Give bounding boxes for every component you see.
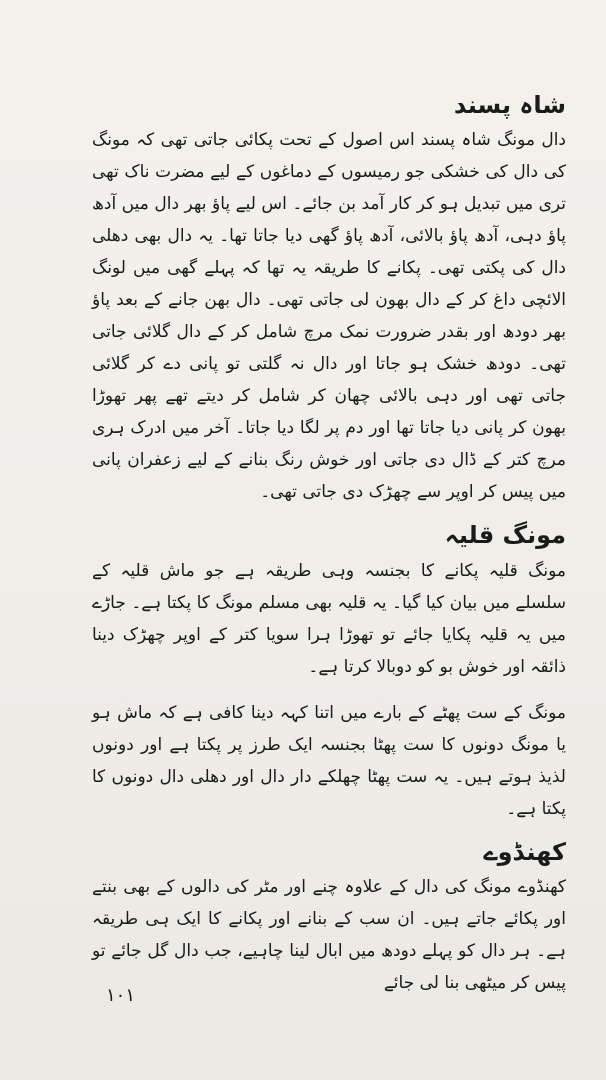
section-paragraph: دال مونگ شاہ پسند اس اصول کے تحت پکائی جاتی تھی کہ مونگ کی دال کی خشکی جو رمیسوں کے دماغوں کے لیے مضرت ناک تھی تری میں تبدیل ہو کر کار آمد بن جائے۔ اس لیے پاؤ بھر دال میں آدھ پاؤ دہی، آدھ پاؤ بالائی، آدھ پاؤ گھی دیا جاتا تھا۔ یہ دال بھی دھلی دال کی پکتی تھی۔ پکانے کا طریقہ یہ تھا کہ پہلے گھی میں لونگ الائچی داغ کر کے دال بھون لی جاتی تھی۔ دال بھن جانے کے بعد پاؤ بھر دودھ اور بقدر ضرورت نمک مرچ شامل کر کے دال گلائی جاتی تھی۔ دودھ خشک ہو جاتا اور دال نہ گلتی تو پانی دے کر گلائی جاتی تھی اور دہی بالائی چھان کر شامل کر دیتے تھے پھر تھوڑا بھون کر پانی دیا جاتا تھا اور دم پر لگا دیا جاتا۔ آخر میں ادرک ہری مرچ کتر کے ڈال دی جاتی اور خوش رنگ بنانے کے لیے زعفران پانی میں پیس کر اوپر سے چھڑک دی جاتی تھی۔ (92, 130, 566, 503)
section-khandve (92, 839, 566, 999)
page-content (92, 92, 566, 1020)
section-heading: شاہ پسند (453, 91, 566, 119)
section-moong-qaliya (92, 522, 566, 824)
section-shah-pasand (92, 92, 566, 508)
section-heading: کھنڈوے (483, 837, 566, 866)
section-paragraph: کھنڈوے مونگ کی دال کے علاوہ چنے اور مٹر کی دالوں کے بھی بنتے اور پکائے جاتے ہیں۔ ان سب کے بنانے اور پکانے کا ایک ہی طریقہ ہے۔ ہر دال کو پہلے دودھ میں ابال لینا چاہیے، جب دال گل جائے تو پیس کر میٹھی بنا لی جائے (92, 877, 566, 994)
section-paragraph: مونگ قلیہ پکانے کا بجنسہ وہی طریقہ ہے جو ماش قلیہ کے سلسلے میں بیان کیا گیا۔ یہ قلیہ بھی مسلم مونگ کا پکتا ہے۔ جاڑے میں یہ قلیہ پکایا جائے تو تھوڑا ہرا سویا کتر کے اوپر چھڑک دینا ذائقہ اور خوش بو کو دوبالا کرتا ہے۔ (92, 560, 566, 677)
section-heading: مونگ قلیہ (444, 521, 566, 550)
page-number: ۱۰۱ (106, 985, 136, 1006)
section-paragraph: مونگ کے ست پھٹے کے بارے میں اتنا کہہ دینا کافی ہے کہ ماش ہو یا مونگ دونوں کا ست پھٹا بجنسہ ایک طرز پر پکتا ہے اور دونوں لذیذ ہوتے ہیں۔ یہ ست پھٹا چھلکے دار دال اور دھلی دال دونوں کا پکتا ہے۔ (92, 702, 566, 819)
